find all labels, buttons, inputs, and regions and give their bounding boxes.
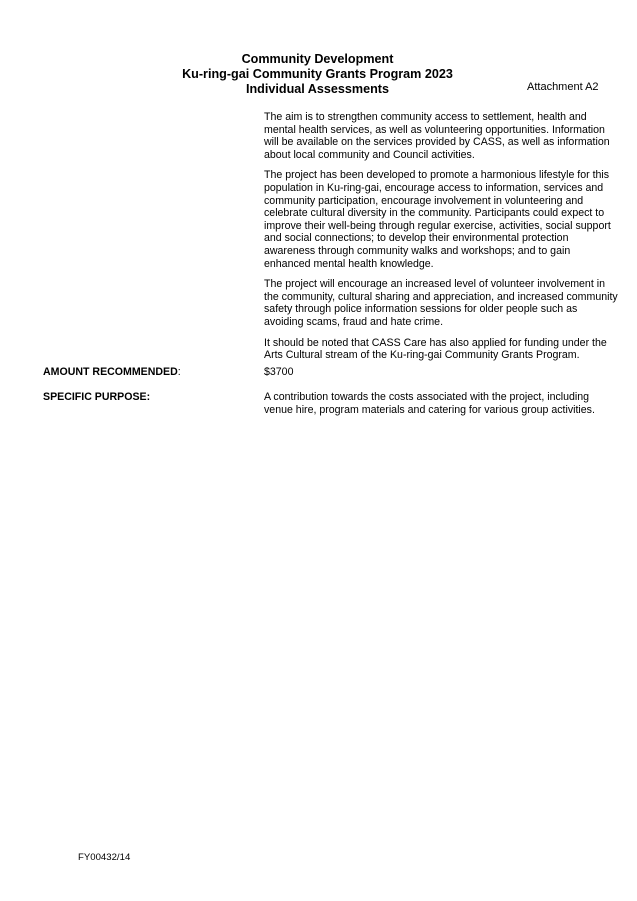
amount-label-text: AMOUNT RECOMMENDED	[43, 366, 178, 378]
header-department: Community Development	[241, 52, 394, 66]
attachment-label: Attachment A2	[527, 81, 599, 93]
amount-label-colon: :	[177, 366, 181, 378]
specific-purpose-value: A contribution towards the costs associated with the project, including venue hire, program materials and catering for various group activities.	[264, 391, 595, 416]
document-reference-code: FY00432/14	[78, 852, 131, 863]
body-paragraph: The project has been developed to promote a harmonious lifestyle for this population in Ku-ring-gai, encourage access to information, services and community participation, encourage involvement in volunteering and celebrate cultural diversity in the community. Participants could expect to improve their well-being through regular exercise, activities, social support and social connections; to develop their environmental protection awareness through community walks and workshops; and to gain enhanced mental health knowledge.	[264, 169, 611, 270]
amount-recommended-value: $3700	[264, 366, 294, 378]
body-paragraph: It should be noted that CASS Care has also applied for funding under the Arts Cultural stream of the Ku-ring-gai Community Grants Program.	[264, 336, 607, 362]
assessment-body	[264, 111, 618, 370]
specific-purpose-label: SPECIFIC PURPOSE:	[43, 391, 151, 403]
header-program-title: Ku-ring-gai Community Grants Program 2023	[182, 67, 453, 82]
header-section-title: Individual Assessments	[245, 82, 389, 97]
body-paragraph: The project will encourage an increased level of volunteer involvement in the community, cultural sharing and appreciation, and increased community safety through police information sessions for older people such as avoiding scams, fraud and hate crime.	[264, 278, 618, 328]
body-paragraph: The aim is to strengthen community access to settlement, health and mental health services, as well as volunteering opportunities. Information will be available on the services provided by CASS, as well as information about local community and Council activities.	[264, 111, 610, 161]
amount-recommended-label	[43, 366, 181, 379]
